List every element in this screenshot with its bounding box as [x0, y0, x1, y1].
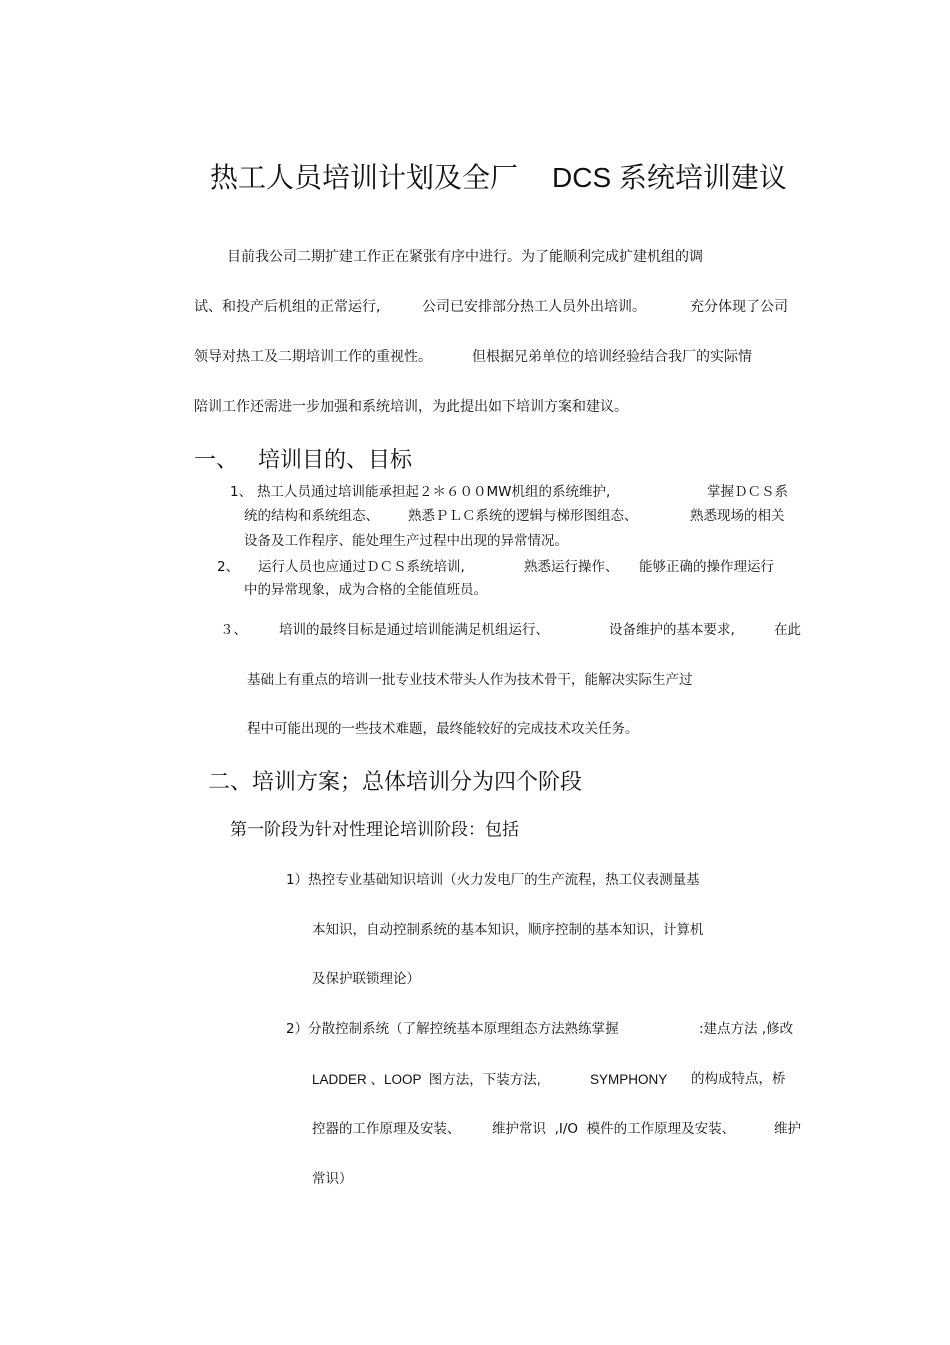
s2-item1-line1: 1）热控专业基础知识培训（火力发电厂的生产流程，热工仪表测量基: [286, 872, 700, 888]
phase1-heading: 第一阶段为针对性理论培训阶段：包括: [230, 820, 519, 840]
title-part1: 热工人员培训计划及全厂: [210, 161, 519, 194]
s2-item2-line1b: :建点方法 ,修改: [699, 1021, 794, 1037]
s1-item3-line1c: 在此: [774, 622, 801, 638]
s2-item2-line2c: 的构成特点，桥: [691, 1071, 786, 1087]
s1-item3-line1a: 培训的最终目标是通过培训能满足机组运行、: [279, 622, 549, 638]
s2-item2-line4: 常识）: [312, 1171, 353, 1187]
intro-line-3a: 领导对热工及二期培训工作的重视性。: [194, 349, 432, 365]
page-title: [210, 161, 787, 194]
s1-item3-line2: 基础上有重点的培训一批专业技术带头人作为技术骨干，能解决实际生产过: [247, 672, 693, 688]
s1-item1-number: 1、: [230, 484, 253, 500]
s1-item2-line1c: 能够正确的操作理运行: [639, 559, 774, 575]
s1-item1-line1a: 热工人员通过培训能承担起２＊６００MW机组的系统维护,: [257, 484, 611, 500]
s2-item1-line3: 及保护联锁理论）: [312, 971, 420, 987]
s2-item1-line2: 本知识，自动控制系统的基本知识，顺序控制的基本知识，计算机: [312, 922, 704, 938]
s2-item2-line2a: LADDER 、LOOP 图方法，下装方法,: [312, 1072, 541, 1087]
s1-item3-line3: 程中可能出现的一些技术难题，最终能较好的完成技术攻关任务。: [247, 721, 639, 737]
section2-title: 二、培训方案；总体培训分为四个阶段: [208, 770, 583, 795]
s1-item1-line2c: 熟悉现场的相关: [690, 508, 785, 524]
s2-item2-line1a: 2）分散控制系统（了解控统基本原理组态方法熟练掌握: [286, 1021, 619, 1037]
s1-item3-line1b: 设备维护的基本要求,: [609, 622, 735, 638]
intro-line-2a: 试、和投产后机组的正常运行,: [194, 299, 381, 315]
s2-item2-line2b: SYMPHONY: [590, 1072, 668, 1087]
s1-item2-line1a: 运行人员也应通过ＤＣＳ系统培训,: [258, 559, 465, 575]
s1-item2-line1b: 熟悉运行操作、: [524, 559, 619, 575]
s1-item1-line1b: 掌握ＤＣＳ系: [707, 484, 788, 500]
s1-item1-line2b: 熟悉ＰＬＣ系统的逻辑与梯形图组态、: [408, 508, 638, 524]
intro-line-3b: 但根据兄弟单位的培训经验结合我厂的实际情: [472, 349, 752, 365]
s1-item2-number: 2、: [217, 559, 240, 575]
s2-item2-line3b: 维护常识 ,I/O 模件的工作原理及安装、: [492, 1121, 736, 1137]
intro-line-1: 目前我公司二期扩建工作正在紧张有序中进行。为了能顺利完成扩建机组的调: [227, 249, 703, 265]
s1-item1-line2a: 统的结构和系统组态、: [244, 508, 379, 524]
intro-line-2b: 公司已安排部分热工人员外出培训。: [422, 299, 646, 315]
title-part2: DCS 系统培训建议: [552, 162, 787, 193]
s1-item3-number: ３、: [220, 622, 247, 638]
section1-number: 一、: [194, 448, 239, 473]
s2-item2-line3a: 控器的工作原理及安装、: [312, 1121, 461, 1137]
s1-item1-line3: 设备及工作程序、能处理生产过程中出现的异常情况。: [244, 533, 568, 549]
intro-line-2c: 充分体现了公司: [690, 299, 788, 315]
s2-item2-line3c: 维护: [774, 1121, 801, 1137]
intro-line-4: 陪训工作还需进一步加强和系统培训，为此提出如下培训方案和建议。: [194, 399, 628, 415]
section1-title: 培训目的、目标: [258, 448, 413, 473]
s1-item2-line2: 中的异常现象，成为合格的全能值班员。: [244, 582, 487, 598]
